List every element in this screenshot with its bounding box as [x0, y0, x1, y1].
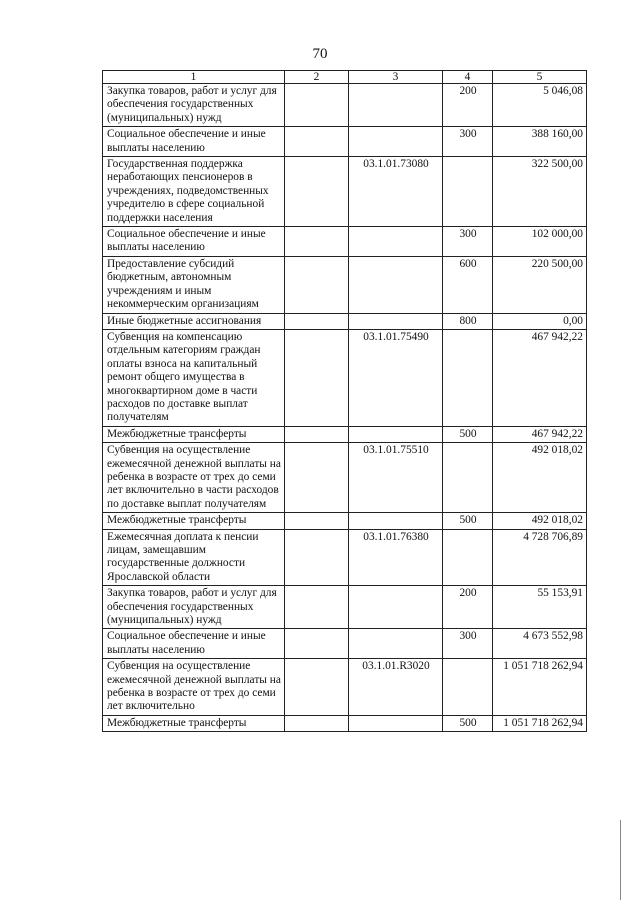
- row-expense-type: [443, 443, 493, 513]
- row-expense-type: 300: [443, 227, 493, 257]
- row-code: [349, 513, 443, 529]
- row-amount: 1 051 718 262,94: [493, 659, 587, 716]
- row-amount: 322 500,00: [493, 157, 587, 227]
- row-code: 03.1.01.R3020: [349, 659, 443, 716]
- row-name: Межбюджетные трансферты: [103, 426, 285, 442]
- row-code: [349, 127, 443, 157]
- table-row: [103, 586, 587, 629]
- row-amount: 1 051 718 262,94: [493, 715, 587, 731]
- row-amount: 55 153,91: [493, 586, 587, 629]
- row-name: Социальное обеспечение и иные выплаты населению: [103, 227, 285, 257]
- row-col-2: [285, 227, 349, 257]
- row-col-2: [285, 426, 349, 442]
- table-row: [103, 227, 587, 257]
- row-code: [349, 227, 443, 257]
- table-header-row: [103, 71, 587, 84]
- header-col-5: 5: [493, 71, 587, 84]
- row-code: [349, 629, 443, 659]
- row-code: [349, 84, 443, 127]
- row-col-2: [285, 586, 349, 629]
- table-row: [103, 313, 587, 329]
- header-col-4: 4: [443, 71, 493, 84]
- row-amount: 4 728 706,89: [493, 529, 587, 586]
- row-amount: 467 942,22: [493, 329, 587, 426]
- row-code: 03.1.01.75510: [349, 443, 443, 513]
- row-expense-type: 600: [443, 256, 493, 313]
- header-col-2: 2: [285, 71, 349, 84]
- row-code: 03.1.01.73080: [349, 157, 443, 227]
- row-expense-type: 800: [443, 313, 493, 329]
- scan-margin-line: [620, 820, 621, 900]
- row-name: Государственная поддержка неработающих пенсионеров в учреждениях, подведомственных учредителю в сфере социальной поддержки населения: [103, 157, 285, 227]
- row-amount: 492 018,02: [493, 513, 587, 529]
- row-name: Субвенция на компенсацию отдельным категориям граждан оплаты взноса на капитальный ремонт общего имущества в многоквартирном доме в части расходов по доставке выплат получателям: [103, 329, 285, 426]
- row-amount: 492 018,02: [493, 443, 587, 513]
- row-amount: 220 500,00: [493, 256, 587, 313]
- row-name: Субвенция на осуществление ежемесячной денежной выплаты на ребенка в возрасте от трех до семи лет включительно: [103, 659, 285, 716]
- row-col-2: [285, 127, 349, 157]
- row-col-2: [285, 256, 349, 313]
- row-name: Закупка товаров, работ и услуг для обеспечения государственных (муниципальных) нужд: [103, 586, 285, 629]
- row-code: [349, 715, 443, 731]
- row-col-2: [285, 313, 349, 329]
- row-amount: 0,00: [493, 313, 587, 329]
- row-col-2: [285, 513, 349, 529]
- row-name: Иные бюджетные ассигнования: [103, 313, 285, 329]
- row-col-2: [285, 443, 349, 513]
- table-row: [103, 629, 587, 659]
- table-row: [103, 84, 587, 127]
- row-col-2: [285, 329, 349, 426]
- table-row: [103, 715, 587, 731]
- table-row: [103, 256, 587, 313]
- row-name: Субвенция на осуществление ежемесячной денежной выплаты на ребенка в возрасте от трех до семи лет включительно в части расходов по доставке выплат получателям: [103, 443, 285, 513]
- row-amount: 5 046,08: [493, 84, 587, 127]
- row-col-2: [285, 715, 349, 731]
- row-col-2: [285, 529, 349, 586]
- row-amount: 4 673 552,98: [493, 629, 587, 659]
- row-expense-type: [443, 529, 493, 586]
- row-expense-type: [443, 659, 493, 716]
- row-code: 03.1.01.76380: [349, 529, 443, 586]
- row-name: Межбюджетные трансферты: [103, 513, 285, 529]
- row-code: [349, 426, 443, 442]
- row-code: [349, 256, 443, 313]
- row-expense-type: 500: [443, 715, 493, 731]
- row-expense-type: [443, 157, 493, 227]
- row-code: [349, 313, 443, 329]
- table-row: [103, 329, 587, 426]
- row-name: Ежемесячная доплата к пенсии лицам, замещавшим государственные должности Ярославской области: [103, 529, 285, 586]
- row-name: Предоставление субсидий бюджетным, автономным учреждениям и иным некоммерческим организациям: [103, 256, 285, 313]
- row-expense-type: [443, 329, 493, 426]
- header-col-1: 1: [103, 71, 285, 84]
- table-row: [103, 659, 587, 716]
- row-col-2: [285, 629, 349, 659]
- row-code: [349, 586, 443, 629]
- row-expense-type: 300: [443, 629, 493, 659]
- table-body: [103, 84, 587, 732]
- table-row: [103, 513, 587, 529]
- row-expense-type: 500: [443, 426, 493, 442]
- table-row: [103, 443, 587, 513]
- row-amount: 388 160,00: [493, 127, 587, 157]
- row-name: Закупка товаров, работ и услуг для обеспечения государственных (муниципальных) нужд: [103, 84, 285, 127]
- page-number: 70: [312, 46, 328, 62]
- header-col-3: 3: [349, 71, 443, 84]
- row-expense-type: 300: [443, 127, 493, 157]
- row-code: 03.1.01.75490: [349, 329, 443, 426]
- table-row: [103, 529, 587, 586]
- row-amount: 102 000,00: [493, 227, 587, 257]
- table-row: [103, 127, 587, 157]
- row-col-2: [285, 659, 349, 716]
- row-col-2: [285, 157, 349, 227]
- row-col-2: [285, 84, 349, 127]
- table-row: [103, 157, 587, 227]
- table-row: [103, 426, 587, 442]
- row-amount: 467 942,22: [493, 426, 587, 442]
- budget-table: [102, 70, 587, 732]
- row-expense-type: 500: [443, 513, 493, 529]
- row-expense-type: 200: [443, 586, 493, 629]
- row-name: Социальное обеспечение и иные выплаты населению: [103, 629, 285, 659]
- row-expense-type: 200: [443, 84, 493, 127]
- row-name: Социальное обеспечение и иные выплаты населению: [103, 127, 285, 157]
- row-name: Межбюджетные трансферты: [103, 715, 285, 731]
